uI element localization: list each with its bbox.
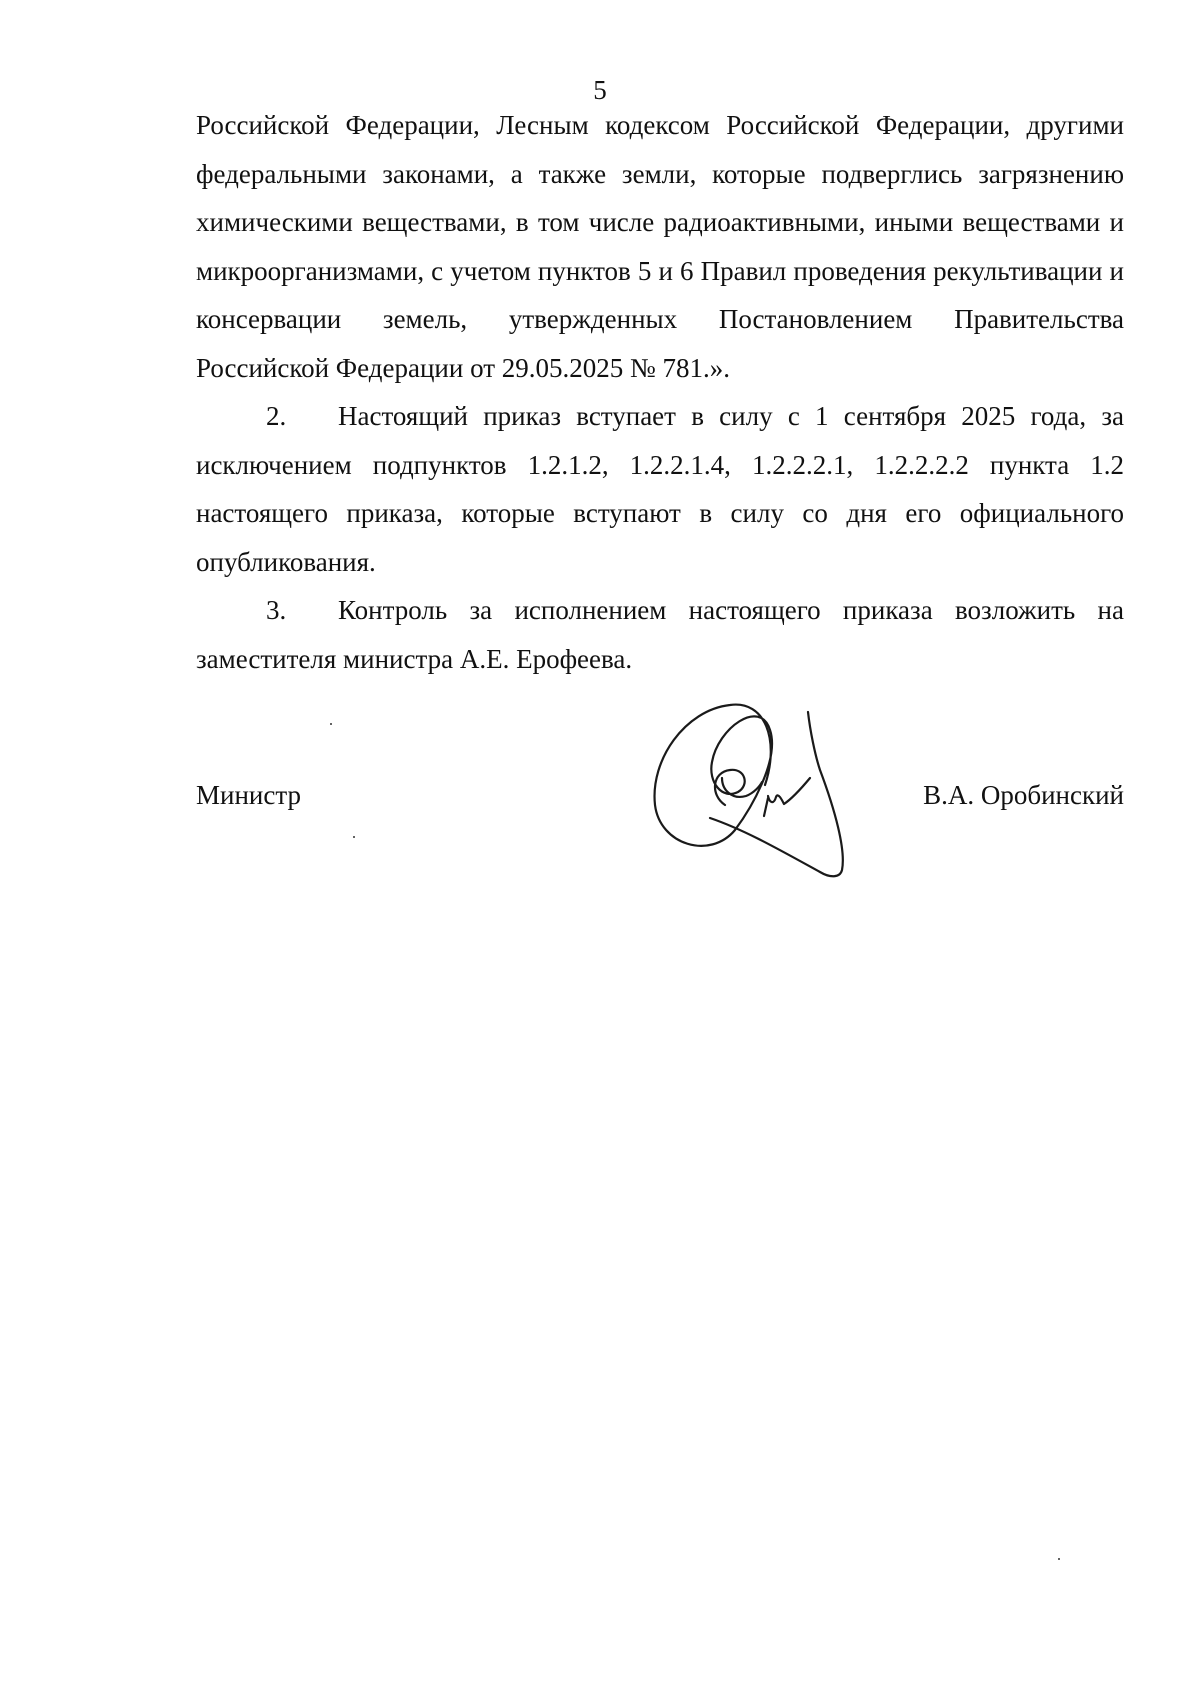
- document-body: [196, 101, 1124, 683]
- scan-speck: [353, 836, 355, 838]
- paragraph-item-2: [196, 392, 1124, 586]
- paragraph-item-3: [196, 586, 1124, 683]
- paragraph-text: Настоящий приказ вступает в силу с 1 сентября 2025 года, за исключением подпунктов 1.2.1.2, 1.2.2.1.4, 1.2.2.2.1, 1.2.2.2.2 пункта 1.2 настоящего приказа, которые вступают в силу со дня его официального опубликования.: [196, 401, 1124, 577]
- page-number: 5: [593, 75, 607, 105]
- scan-speck: [330, 723, 332, 725]
- signatory-name: В.А. Оробинский: [923, 780, 1124, 810]
- paragraph-text: Российской Федерации, Лесным кодексом Российской Федерации, другими федеральными законами, а также земли, которые подверглись загрязнению химическими веществами, в том числе радиоактивными, иными веществами и микроорганизмами, с учетом пунктов 5 и 6 Правил проведения рекультивации и консервации земель, утвержденных Постановлением Правительства Российской Федерации от 29.05.2025 № 781.».: [196, 110, 1124, 383]
- paragraph-text: Контроль за исполнением настоящего приказа возложить на заместителя министра А.Е. Ерофеева.: [196, 595, 1124, 674]
- paragraph-continuation: [196, 101, 1124, 392]
- handwritten-signature: [650, 700, 940, 900]
- signatory-title: Министр: [196, 780, 301, 810]
- paragraph-number: 3.: [266, 595, 287, 625]
- scan-speck: [1058, 1558, 1060, 1560]
- paragraph-number: 2.: [266, 401, 287, 431]
